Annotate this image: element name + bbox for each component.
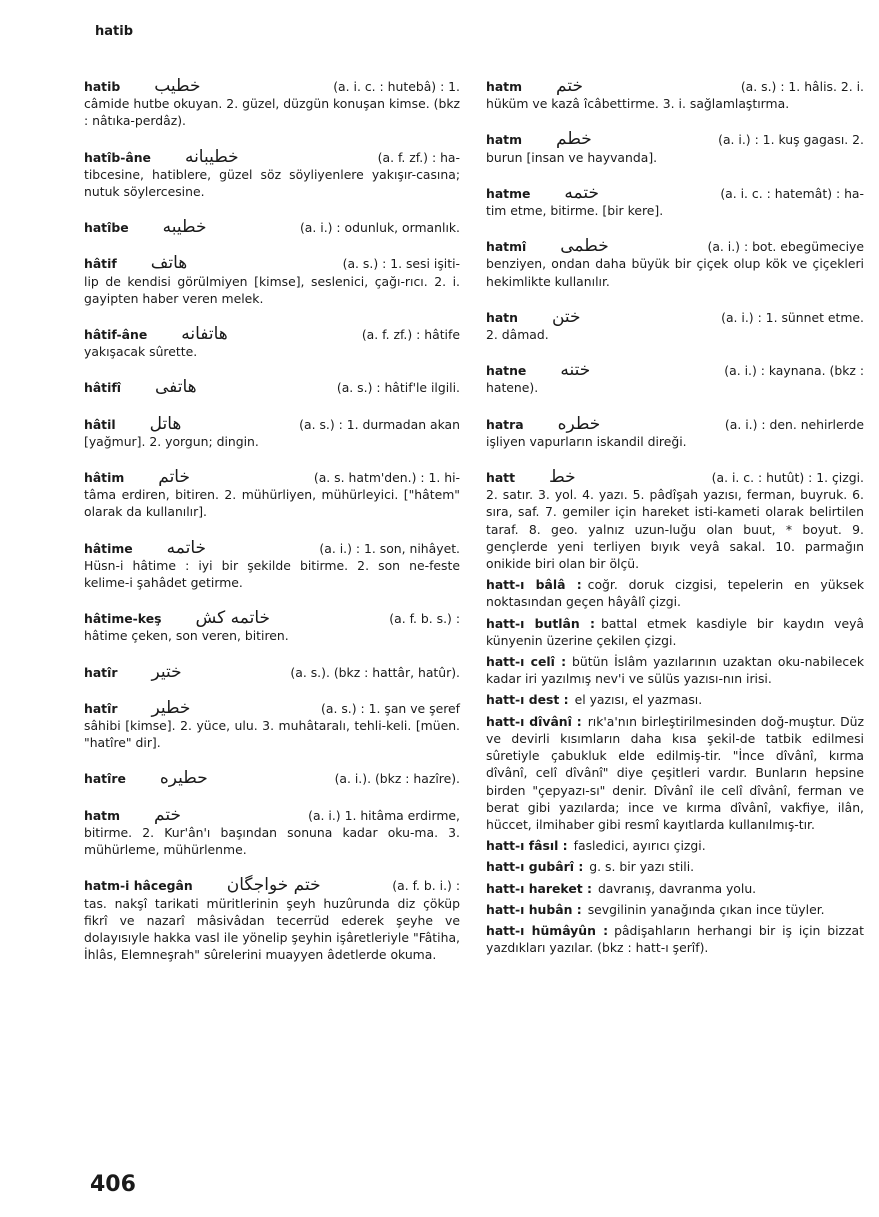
sub-headword: hatt-ı bâlâ :	[486, 577, 582, 593]
grammar-info: (a. i.) : odunluk, ormanlık.	[299, 220, 460, 236]
definition: 2. satır. 3. yol. 4. yazı. 5. pâdîşah yazısı, ferman, buyruk. 6. sıra, saf. 7. gemiler için hareket isti-kameti olarak belirtilen taraf. 8. geo. yalnız uzun-luğu olan buut, * boyut. 9. gençlerde yeni terliyen bıyık veyâ sakal. 10. parmağın onikide biri olan bir ölçü.	[486, 487, 864, 572]
dictionary-entry	[486, 413, 864, 450]
dictionary-entry	[84, 219, 460, 236]
arabic-script: هاتف	[150, 253, 188, 274]
sub-definition: sevgilinin yanağında çıkan ince tüyler.	[587, 901, 825, 917]
headword: hatra	[486, 416, 524, 432]
definition: sâhibi [kimse]. 2. yüce, ulu. 3. muhâtaralı, tehli-keli. [müen. "hatîre" dir].	[84, 718, 460, 751]
dictionary-entry	[84, 537, 460, 592]
arabic-script: هاتل	[149, 413, 182, 434]
headword: hatîr	[84, 664, 118, 680]
headword: hatîr	[84, 700, 118, 716]
arabic-script: خطره	[557, 413, 601, 434]
dictionary-entry	[84, 610, 460, 644]
sub-entry	[486, 615, 864, 649]
headword: hâtif-âne	[84, 327, 148, 343]
grammar-info: (a. s.) : 1. durmadan akan	[299, 416, 460, 432]
sub-definition: rık'a'nın birleştirilmesinden doğ-muştur. Düz ve devirli kısımların daha kısa şekil-de tatbik edilmesi sûretiyle çabukluk elde edilmiş-tir. "İnce dîvânî, kırma dîvânî, celî dîvânî" diye çeşitleri vardır. Bunların hepsine birden "çepyazı-sı" denir. Dîvânî ile celî dîvânî, ferman ve berat gibi yazılarda; ince ve kırma dîvânî, vakfiye, ilân, hüccet, ilmihaber gibi resmî kayıtlarda kullanılmış-tır.	[486, 713, 864, 832]
sub-headword: hatt-ı dîvânî :	[486, 713, 582, 729]
dictionary-entry	[486, 78, 864, 112]
headword: hâtime-keş	[84, 611, 162, 627]
sub-headword: hatt-ı butlân :	[486, 615, 595, 631]
definition: bitirme. 2. Kur'ân'ı başından sonuna kadar oku-ma. 3. mühürleme, mühürlenme.	[84, 824, 460, 858]
headword: hatîb-âne	[84, 149, 151, 165]
left-column	[84, 78, 460, 982]
sub-entry	[486, 901, 864, 918]
dictionary-entry	[84, 877, 460, 963]
dictionary-entry	[84, 255, 460, 307]
grammar-info: (a. f. b. s.) :	[389, 611, 460, 627]
arabic-script: هاتفانه	[181, 324, 228, 345]
arabic-script: خاتمه	[166, 537, 207, 558]
arabic-script: ختیر	[151, 661, 182, 682]
dictionary-entry	[84, 326, 460, 360]
sub-headword: hatt-ı hareket :	[486, 880, 592, 896]
grammar-info: (a. i.) : kaynana. (bkz :	[724, 363, 864, 379]
sub-entry	[486, 880, 864, 897]
grammar-info: (a. s.) : 1. hâlis. 2. i.	[740, 79, 864, 94]
definition: yakışacak sûrette.	[84, 344, 198, 360]
definition: [yağmur]. 2. yorgun; dingin.	[84, 433, 259, 449]
dictionary-entry	[84, 804, 460, 859]
definition: tâma erdiren, bitiren. 2. mühürliyen, mühürleyici. ["hâtem" olarak da kullanılır].	[84, 487, 460, 520]
headword: hatm	[486, 132, 523, 148]
grammar-info: (a. s. hatm'den.) : 1. hi-	[313, 470, 460, 486]
headword: hatm	[84, 807, 121, 823]
sub-headword: hatt-ı fâsıl :	[486, 838, 568, 854]
sub-entry	[486, 837, 864, 854]
dictionary-entry	[84, 469, 460, 521]
dictionary-entry	[84, 78, 460, 130]
headword: hâtifî	[84, 380, 121, 396]
dictionary-entry	[486, 362, 864, 396]
grammar-info: (a. f. zf.) : hâtife	[361, 327, 460, 343]
headword: hatîbe	[84, 220, 129, 236]
definition: tas. nakşî tarikati müritlerinin şeyh huzûrunda diz çöküp fikrî ve nazarî mâsivâdan tecerrüd ederek şeyhe ve dolayısıyle hakka vasl ile yönelip şeyhin işâretleriyle "Fâtiha, İhlâs, Elemneşrah" sûrelerini muayyen âdetlerde okuma.	[84, 895, 460, 963]
arabic-script: خطیب	[154, 76, 201, 96]
sub-definition: pâdişahların herhangi bir iş için bizzat yazdıkları yazılar. (bkz : hatt-ı şerîf).	[486, 922, 864, 956]
arabic-script: خطیبانه	[184, 146, 239, 167]
headword: hatme	[486, 185, 531, 201]
headword: hatib	[84, 79, 121, 94]
arabic-script: هاتفی	[155, 377, 197, 398]
running-header: hatib	[95, 24, 134, 39]
grammar-info: (a. i.) : 1. son, nihâyet.	[319, 540, 460, 556]
grammar-info: (a. s.) : hâtif'le ilgili.	[336, 380, 460, 396]
sub-headword: hatt-ı gubârî :	[486, 859, 584, 875]
dictionary-entry	[486, 469, 864, 572]
definition: Hüsn-i hâtime : iyi bir şekilde bitirme. 2. son ne-feste kelime-i şahâdet getirme.	[84, 557, 460, 591]
definition: hatene).	[486, 380, 539, 396]
arabic-script: ختم خواجگان	[226, 875, 321, 896]
sub-headword: hatt-ı dest :	[486, 692, 569, 708]
headword: hatm-i hâcegân	[84, 878, 193, 894]
right-column	[486, 78, 864, 960]
arabic-script: ختم	[154, 804, 181, 825]
grammar-info: (a. i.) : 1. kuş gagası. 2.	[718, 132, 864, 148]
headword: hatne	[486, 363, 527, 379]
definition: hâtime çeken, son veren, bitiren.	[84, 628, 289, 644]
dictionary-entry	[84, 413, 460, 450]
headword: hâtim	[84, 470, 125, 486]
arabic-script: خطیر	[151, 697, 191, 718]
arabic-script: ختم	[556, 76, 583, 96]
dictionary-entry	[486, 306, 864, 343]
grammar-info: (a. i.) : bot. ebegümeciye	[707, 239, 864, 255]
arabic-script: خاتمه کش	[195, 608, 271, 629]
headword: hatt	[486, 470, 516, 486]
sub-entry	[486, 858, 864, 875]
arabic-script: ختنه	[560, 360, 591, 381]
definition: 2. dâmad.	[486, 327, 549, 343]
grammar-info: (a. i.). (bkz : hazîre).	[334, 771, 460, 787]
definition: hüküm ve kazâ îcâbettirme. 3. i. sağlamlaştırma.	[486, 96, 790, 112]
arabic-script: خطمی	[560, 236, 609, 257]
sub-entry	[486, 922, 864, 956]
sub-definition: g. s. bir yazı stili.	[589, 859, 695, 875]
sub-definition: fasledici, ayırıcı çizgi.	[573, 838, 706, 854]
sub-entry	[486, 691, 864, 708]
sub-definition: battal etmek kasdiyle bir kaydın veyâ künyenin üzerine çekilen çizgi.	[486, 615, 864, 648]
definition: işliyen vapurların iskandil direği.	[486, 433, 687, 449]
definition: benziyen, ondan daha büyük bir çiçek olup kök ve çiçekleri hekimlikte kullanılır.	[486, 256, 864, 289]
page-number: 406	[90, 1172, 136, 1197]
arabic-script: ختمه	[564, 182, 600, 203]
headword: hâtil	[84, 416, 116, 432]
dictionary-entry	[84, 661, 460, 682]
arabic-script: خطم	[556, 129, 592, 150]
grammar-info: (a. s.) : 1. sesi işiti-	[342, 256, 460, 272]
dictionary-entry	[486, 131, 864, 165]
arabic-script: ختن	[551, 306, 581, 327]
definition: câmide hutbe okuyan. 2. güzel, düzgün konuşan kimse. (bkz : nâtıka-perdâz).	[84, 96, 460, 129]
arabic-script: خط	[549, 467, 576, 488]
sub-definition: el yazısı, el yazması.	[574, 692, 703, 708]
definition: tibcesine, hatiblere, güzel söz söyliyenlere yakışır-casına; nutuk söylercesine.	[84, 166, 460, 200]
grammar-info: (a. s.) : 1. şan ve şeref	[321, 700, 460, 716]
arabic-script: خطیبه	[162, 217, 207, 238]
arabic-script: خاتم	[158, 467, 190, 488]
sub-headword: hatt-ı hubân :	[486, 901, 582, 917]
grammar-info: (a. i. c. : hutebâ) : 1.	[333, 79, 460, 94]
dictionary-entry	[486, 182, 864, 219]
sub-headword: hatt-ı hümâyûn :	[486, 922, 609, 938]
definition: burun [insan ve hayvanda].	[486, 149, 658, 165]
sub-entry	[486, 576, 864, 610]
grammar-info: (a. s.). (bkz : hattâr, hatûr).	[290, 664, 460, 680]
definition: tim etme, bitirme. [bir kere].	[486, 203, 664, 219]
grammar-info: (a. i. c. : hutût) : 1. çizgi.	[711, 470, 864, 486]
grammar-info: (a. f. b. i.) :	[392, 878, 460, 894]
dictionary-entry	[84, 770, 460, 787]
sub-definition: bütün İslâm yazılarının uzaktan oku-nabilecek kadar iri yazılmış nev'i ve sülüs yazısı-nın irisi.	[486, 654, 864, 687]
sub-headword: hatt-ı celî :	[486, 654, 567, 670]
sub-definition: coğr. doruk cizgisi, tepelerin en yüksek noktasından geçen hâyâlî çizgi.	[486, 577, 864, 610]
grammar-info: (a. i.) : den. nehirlerde	[724, 416, 864, 432]
definition: lip de kendisi görülmiyen [kimse], seslenici, çağı-rıcı. 2. i. gayipten haber veren melek.	[84, 273, 460, 306]
sub-entry	[486, 653, 864, 687]
dictionary-entry	[84, 697, 460, 752]
grammar-info: (a. i.) : 1. sünnet etme.	[721, 309, 864, 325]
arabic-script: حطیره	[159, 768, 208, 789]
dictionary-entry	[84, 379, 460, 396]
headword: hâtif	[84, 256, 117, 272]
headword: hatîre	[84, 771, 126, 787]
grammar-info: (a. i. c. : hatemât) : ha-	[720, 185, 864, 201]
sub-entry	[486, 713, 864, 833]
grammar-info: (a. i.) 1. hitâma erdirme,	[308, 807, 460, 823]
headword: hatm	[486, 79, 523, 94]
headword: hâtime	[84, 540, 133, 556]
sub-definition: davranış, davranma yolu.	[597, 880, 757, 896]
headword: hatn	[486, 309, 518, 325]
headword: hatmî	[486, 239, 527, 255]
dictionary-entry	[84, 146, 460, 201]
grammar-info: (a. f. zf.) : ha-	[377, 149, 460, 165]
dictionary-entry	[486, 238, 864, 290]
